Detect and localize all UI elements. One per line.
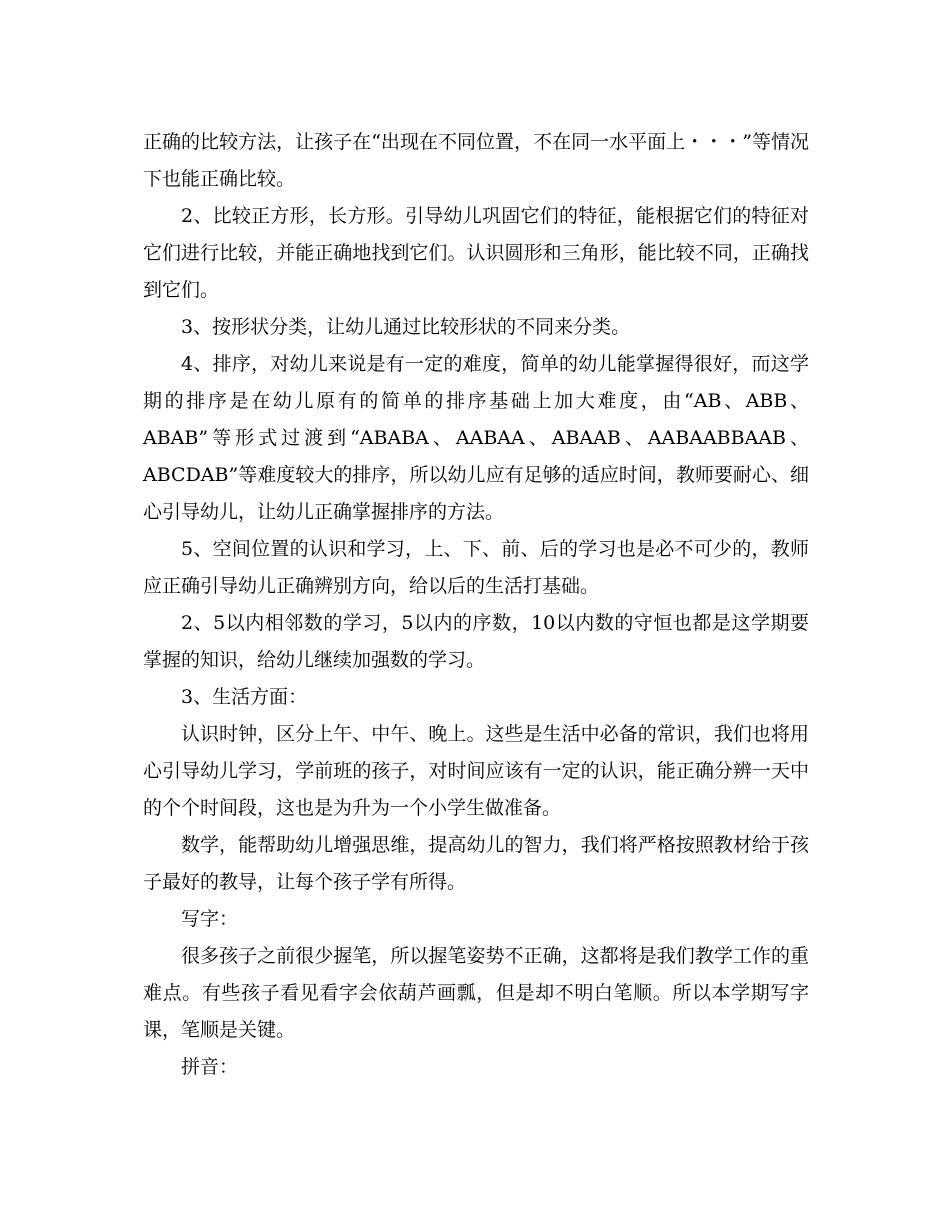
- paragraph-compare-shapes: 2、比较正方形，长方形。引导幼儿巩固它们的特征，能根据它们的特征对它们进行比较，并能正确地找到它们。认识圆形和三角形，能比较不同，正确找到它们。: [143, 205, 809, 301]
- paragraph-math-summary: 数学，能帮助幼儿增强思维，提高幼儿的智力，我们将严格按照教材给于孩子最好的教导，让每个孩子学有所得。: [143, 834, 809, 893]
- paragraph-sequencing: 4、排序，对幼儿来说是有一定的难度，简单的幼儿能掌握得很好，而这学期的排序是在幼儿原有的简单的排序基础上加大难度，由“AB、ABB、ABAB”等形式过渡到“ABABA、AABAA、ABAAB、AABAABBAAB、ABCDAB”等难度较大的排序，所以幼儿应有足够的适应时间，教师要耐心、细心引导幼儿，让幼儿正确掌握排序的方法。: [143, 353, 809, 523]
- paragraph-writing: 很多孩子之前很少握笔，所以握笔姿势不正确，这都将是我们教学工作的重难点。有些孩子看见看字会依葫芦画瓢，但是却不明白笔顺。所以本学期写字课，笔顺是关键。: [143, 945, 809, 1041]
- paragraph-clock: 认识时钟，区分上午、中午、晚上。这些是生活中必备的常识，我们也将用心引导幼儿学习，学前班的孩子，对时间应该有一定的认识，能正确分辨一天中的个个时间段，这也是为升为一个小学生做准备。: [143, 723, 809, 819]
- paragraph-spatial-position: 5、空间位置的认识和学习，上、下、前、后的学习也是必不可少的，教师应正确引导幼儿正确辨别方向，给以后的生活打基础。: [143, 538, 809, 597]
- section-heading-pinyin: 拼音：: [181, 1056, 239, 1078]
- section-heading-writing: 写字：: [181, 908, 239, 930]
- paragraph-classify-shapes: 3、按形状分类，让幼儿通过比较形状的不同来分类。: [181, 316, 631, 338]
- document-body: [143, 124, 809, 1086]
- paragraph-continuation: 正确的比较方法，让孩子在“出现在不同位置，不在同一水平面上・・・”等情况下也能正确比较。: [143, 131, 809, 190]
- paragraph-numbers: 2、5以内相邻数的学习，5以内的序数，10以内数的守恒也都是这学期要掌握的知识，给幼儿继续加强数的学习。: [143, 612, 809, 671]
- section-heading-life: 3、生活方面：: [181, 686, 308, 708]
